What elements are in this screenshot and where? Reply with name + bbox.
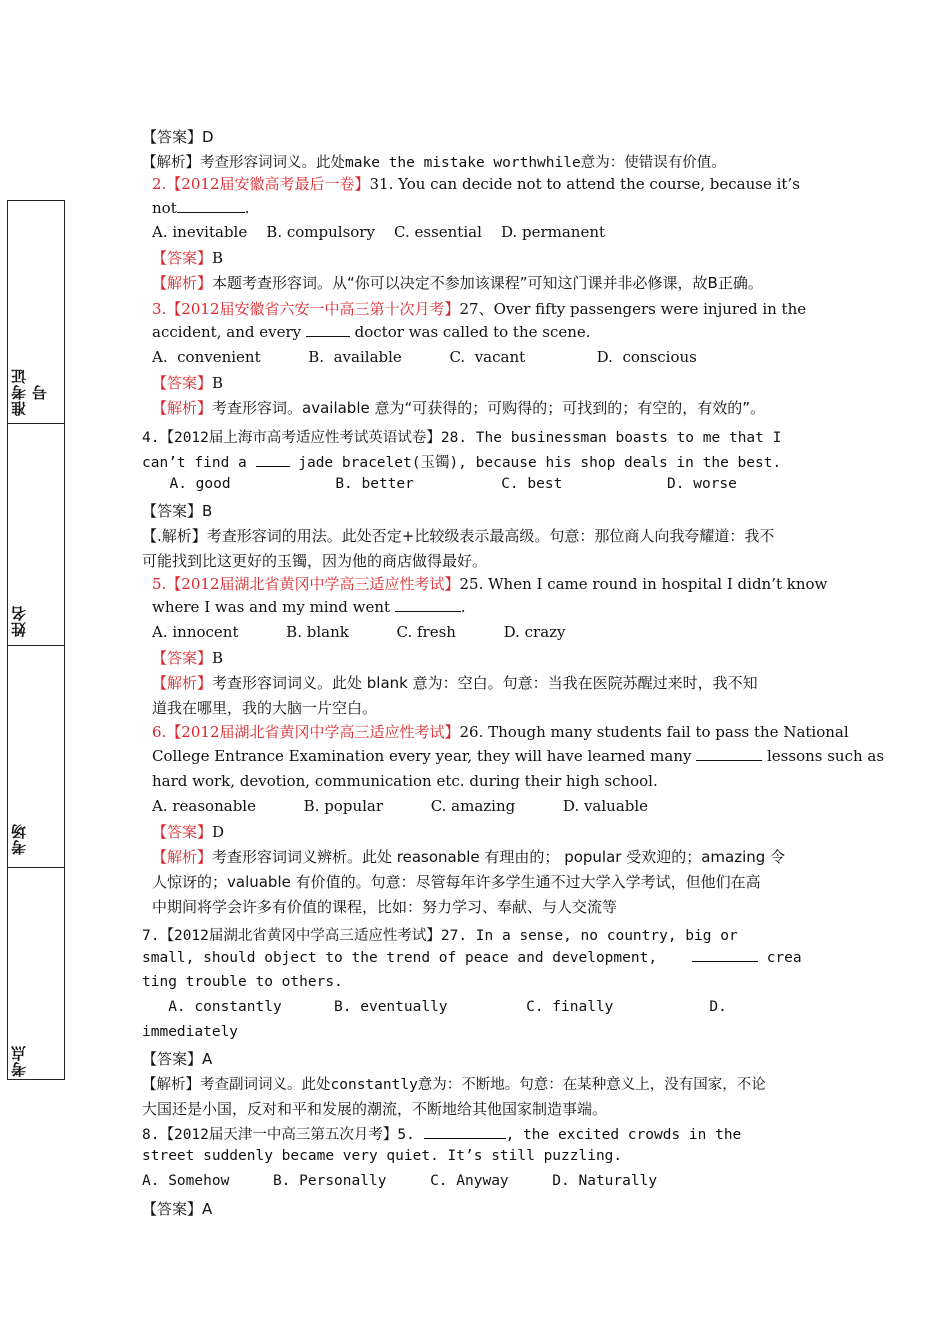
text-line — [152, 821, 224, 842]
text-line — [142, 1148, 622, 1164]
text-line — [152, 298, 806, 319]
text-line — [152, 372, 223, 393]
answer-blank — [256, 454, 290, 467]
question-source-label: 【答案】 — [152, 374, 213, 392]
text-segment: immediately — [142, 1024, 239, 1040]
text-line — [142, 1198, 212, 1219]
answer-blank — [692, 949, 758, 962]
text-line — [142, 1173, 657, 1189]
text-line — [152, 573, 827, 594]
answer-blank — [696, 748, 762, 761]
text-line — [142, 1048, 212, 1069]
text-segment: not — [152, 199, 177, 217]
text-segment: 7.【2012届湖北省黄冈中学高三适应性考试】27. In a sense, no country, big or — [142, 928, 738, 944]
text-segment: where I was and my mind went — [152, 598, 395, 616]
text-line — [152, 397, 765, 418]
text-line — [152, 199, 250, 217]
text-line — [142, 525, 774, 546]
sidebar-label-name: 姓名 — [10, 605, 28, 637]
text-segment: 道我在哪里，我的大脑一片空白。 — [152, 699, 378, 717]
text-segment: accident, and every — [152, 323, 306, 341]
text-segment: 31. You can decide not to attend the course, because it’s — [369, 175, 800, 193]
text-line — [152, 623, 566, 641]
text-segment: 考查形容词。available 意为“可获得的；可购得的；可找到的；有空的，有效的”。 — [212, 399, 766, 417]
question-source-label: 5.【2012届湖北省黄冈中学高三适应性考试】 — [152, 575, 460, 593]
text-line — [142, 151, 726, 172]
text-segment: 【解析】考查形容词词义。此处make the mistake worthwhile意为：使错误有价值。 — [142, 155, 726, 171]
text-segment: 考查形容词词义辨析。此处 reasonable 有理由的； popular 受欢迎的；amazing 令 — [212, 848, 786, 866]
text-segment: A. good B. better C. best D. worse — [152, 476, 737, 492]
text-segment: 可能找到比这更好的玉镯，因为他的商店做得最好。 — [142, 552, 488, 570]
answer-blank — [424, 1126, 506, 1139]
text-segment: 27、Over fifty passengers were injured in the — [459, 300, 807, 318]
text-segment: B — [212, 649, 224, 667]
sidebar-label-exam-site: 考点 — [10, 1045, 28, 1077]
text-segment: 【答案】D — [142, 128, 214, 146]
text-segment: 考查形容词词义。此处 blank 意为：空白。句意：当我在医院苏醒过来时，我不知 — [212, 674, 758, 692]
text-segment: B — [212, 249, 224, 267]
text-segment: 【.解析】考查形容词的用法。此处否定+比较级表示最高级。句意：那位商人向我夸耀道：我不 — [142, 527, 775, 545]
text-line — [142, 426, 781, 447]
text-segment: 8.【2012届天津一中高三第五次月考】5. — [142, 1127, 424, 1143]
text-segment: A. convenient B. available C. vacant D. conscious — [152, 348, 697, 366]
text-line — [142, 974, 343, 990]
sidebar-cell-exam-site — [8, 867, 64, 1079]
sidebar-cell-name — [8, 423, 64, 646]
text-segment: A. Somehow B. Personally C. Anyway D. Naturally — [142, 1173, 658, 1189]
text-line — [152, 323, 591, 341]
question-source-label: 【解析】 — [152, 848, 213, 866]
question-source-label: 【解析】 — [152, 274, 213, 292]
text-segment: 26. Though many students fail to pass the National — [459, 723, 849, 741]
text-line — [152, 871, 761, 892]
text-line — [142, 500, 212, 521]
text-segment: 【解析】考查副词词义。此处constantly意为：不断地。句意：在某种意义上，没有国家，不论 — [142, 1077, 766, 1093]
text-segment: College Entrance Examination every year, they will have learned many — [152, 747, 697, 765]
text-line — [152, 846, 785, 867]
text-line — [142, 1123, 741, 1144]
text-segment: . — [460, 598, 466, 616]
text-line — [142, 999, 727, 1015]
text-line — [152, 896, 617, 917]
text-line — [152, 476, 737, 492]
text-line — [152, 598, 466, 616]
question-source-label: 2.【2012届安徽高考最后一卷】 — [152, 175, 370, 193]
text-segment: hard work, devotion, communication etc. during their high school. — [152, 772, 658, 790]
text-segment: 中期间将学会许多有价值的课程，比如：努力学习、奉献、与人交流等 — [152, 898, 618, 916]
text-line — [152, 721, 849, 742]
question-source-label: 【解析】 — [152, 399, 213, 417]
question-source-label: 【答案】 — [152, 649, 213, 667]
text-segment: doctor was called to the scene. — [349, 323, 591, 341]
text-segment: 【答案】B — [142, 502, 213, 520]
answer-blank — [306, 324, 350, 337]
question-source-label: 3.【2012届安徽省六安一中高三第十次月考】 — [152, 300, 460, 318]
text-segment: A. innocent B. blank C. fresh D. crazy — [152, 623, 566, 641]
text-segment: A. reasonable B. popular C. amazing D. valuable — [152, 797, 649, 815]
text-segment: , the excited crowds in the — [505, 1127, 742, 1143]
text-line — [152, 272, 763, 293]
question-source-label: 【答案】 — [152, 823, 213, 841]
text-segment: 25. When I came round in hospital I didn’t know — [459, 575, 828, 593]
text-segment: 大国还是小国，反对和平和发展的潮流，不断地给其他国家制造事端。 — [142, 1100, 608, 1118]
text-segment: . — [244, 199, 250, 217]
text-segment: A. inevitable B. compulsory C. essential D. permanent — [152, 223, 606, 241]
text-line — [142, 451, 781, 472]
text-line — [152, 697, 377, 718]
text-segment: street suddenly became very quiet. It’s still puzzling. — [142, 1148, 623, 1164]
text-line — [142, 949, 802, 966]
text-segment: 【答案】A — [142, 1200, 213, 1218]
text-line — [142, 1098, 607, 1119]
question-source-label: 【答案】 — [152, 249, 213, 267]
text-line — [152, 223, 605, 241]
text-line — [152, 772, 658, 790]
text-segment: D — [212, 823, 225, 841]
text-segment: 4.【2012届上海市高考适应性考试英语试卷】28. The businessman boasts to me that I — [142, 430, 782, 446]
sidebar-label-exam-number: 准考证号 — [10, 368, 49, 416]
answer-blank — [177, 200, 245, 213]
text-segment: 人惊讶的；valuable 有价值的。句意：尽管每年许多学生通不过大学入学考试，但他们在高 — [152, 873, 761, 891]
sidebar-cell-exam-room — [8, 645, 64, 868]
text-line — [142, 126, 214, 147]
text-segment: ting trouble to others. — [142, 974, 343, 990]
text-line — [152, 672, 758, 693]
text-segment: B — [212, 374, 224, 392]
text-line — [152, 247, 223, 268]
sidebar-cell-exam-number — [8, 201, 64, 424]
answer-blank — [395, 599, 461, 612]
text-line — [142, 1024, 238, 1040]
text-line — [142, 924, 738, 945]
text-line — [142, 1073, 766, 1094]
text-segment: 【答案】A — [142, 1050, 213, 1068]
text-segment: crea — [757, 950, 802, 966]
text-line — [152, 173, 800, 194]
text-line — [152, 747, 884, 765]
text-line — [152, 797, 648, 815]
text-segment: lessons such as — [762, 747, 885, 765]
question-source-label: 6.【2012届湖北省黄冈中学高三适应性考试】 — [152, 723, 460, 741]
text-segment: A. constantly B. eventually C. finally D. — [142, 999, 727, 1015]
text-line — [152, 348, 697, 366]
text-line — [152, 647, 223, 668]
text-segment: small, should object to the trend of peace and development, — [142, 950, 692, 966]
text-line — [142, 550, 487, 571]
text-segment: jade bracelet(玉镯), because his shop deals in the best. — [289, 455, 782, 471]
exam-info-sidebar — [7, 200, 65, 1080]
sidebar-label-exam-room: 考场 — [10, 823, 28, 855]
text-segment: 本题考查形容词。从“你可以决定不参加该课程”可知这门课并非必修课，故B正确。 — [212, 274, 763, 292]
question-source-label: 【解析】 — [152, 674, 213, 692]
text-segment: can’t find a — [142, 455, 256, 471]
